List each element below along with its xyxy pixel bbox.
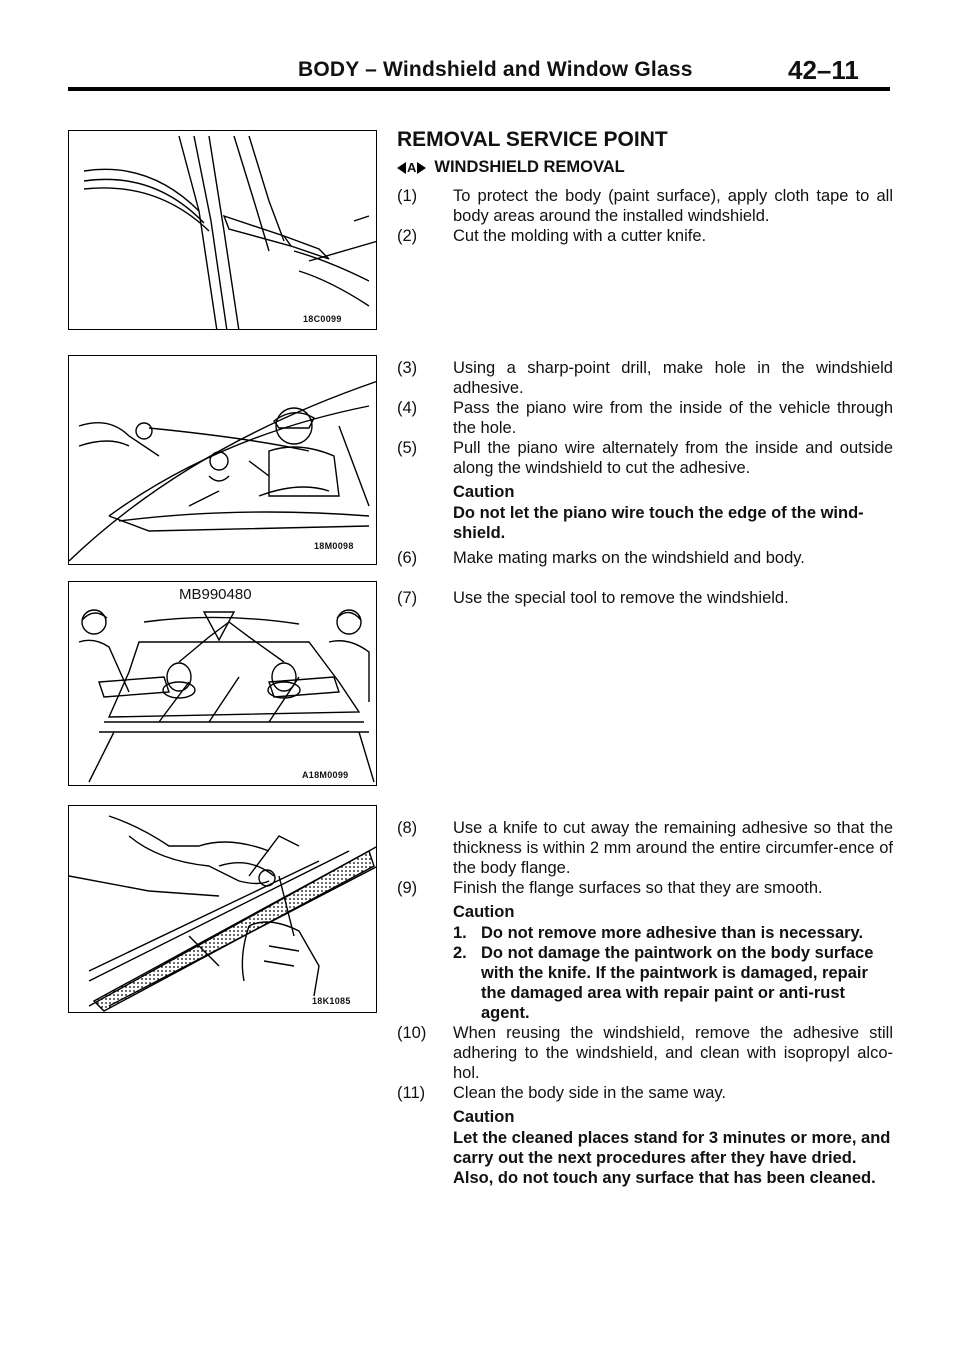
step-text: Use a knife to cut away the remaining adhesive so that the thickness is within 2 mm around the entire circumfer-ence of the body flange. bbox=[453, 819, 893, 877]
caution-label: Caution bbox=[453, 483, 515, 501]
step-number: (1) bbox=[397, 187, 418, 205]
step-number: (3) bbox=[397, 359, 418, 377]
service-point-tag-icon bbox=[397, 160, 426, 175]
figure-cut-adhesive bbox=[68, 805, 377, 1013]
step-number: (7) bbox=[397, 589, 418, 607]
cut-adhesive-illustration bbox=[69, 806, 377, 1013]
step-text: Pass the piano wire from the inside of the vehicle through the hole. bbox=[453, 399, 893, 437]
step-text: To protect the body (paint surface), apply cloth tape to all body areas around the installed windshield. bbox=[453, 187, 893, 225]
step-item bbox=[397, 398, 897, 438]
subheading-text: WINDSHIELD REMOVAL bbox=[434, 158, 625, 176]
step-number: (10) bbox=[397, 1024, 427, 1042]
tag-letter: A bbox=[407, 160, 417, 175]
figure-cut-molding bbox=[68, 130, 377, 330]
step-number: (4) bbox=[397, 399, 418, 417]
step-text: When reusing the windshield, remove the adhesive still adhering to the windshield, and clean with isopropyl alco-hol. bbox=[453, 1024, 893, 1082]
caution-label: Caution bbox=[453, 1108, 515, 1126]
step-number: (8) bbox=[397, 819, 418, 837]
caution-list-item bbox=[453, 923, 893, 943]
step-text: Cut the molding with a cutter knife. bbox=[453, 227, 707, 245]
figure-code: 18K1085 bbox=[312, 996, 351, 1006]
caution-item-number: 1. bbox=[453, 924, 467, 942]
step-text: Using a sharp-point drill, make hole in the windshield adhesive. bbox=[453, 359, 893, 397]
step-text: Use the special tool to remove the windshield. bbox=[453, 589, 789, 607]
step-item bbox=[397, 1083, 897, 1103]
piano-wire-illustration bbox=[69, 356, 377, 565]
step-text: Finish the flange surfaces so that they are smooth. bbox=[453, 879, 823, 897]
step-text: Make mating marks on the windshield and body. bbox=[453, 549, 805, 567]
step-item bbox=[397, 878, 897, 898]
caution-item-text: Do not remove more adhesive than is necessary. bbox=[481, 924, 864, 942]
figure-code: A18M0099 bbox=[302, 770, 349, 780]
header-divider bbox=[68, 87, 890, 91]
step-item bbox=[397, 588, 897, 608]
step-item bbox=[397, 438, 897, 478]
figure-piano-wire bbox=[68, 355, 377, 565]
figure-code: 18C0099 bbox=[303, 314, 342, 324]
special-tool-illustration bbox=[69, 582, 377, 786]
figure-code: 18M0098 bbox=[314, 541, 354, 551]
step-item bbox=[397, 818, 897, 878]
step-item bbox=[397, 186, 897, 226]
figure-special-tool bbox=[68, 581, 377, 786]
cut-molding-illustration bbox=[69, 131, 377, 330]
caution-list-item bbox=[453, 943, 893, 1023]
step-item bbox=[397, 1023, 897, 1083]
caution-text: Let the cleaned places stand for 3 minutes or more, and carry out the next procedures after they have dried. Also, do not touch any surface that has been cleaned. bbox=[453, 1129, 891, 1187]
tool-callout-label: MB990480 bbox=[179, 586, 252, 603]
page-header-title: BODY – Windshield and Window Glass bbox=[298, 58, 693, 81]
step-number: (6) bbox=[397, 549, 418, 567]
caution-item-number: 2. bbox=[453, 944, 467, 962]
page-number: 42–11 bbox=[788, 55, 859, 85]
step-item bbox=[397, 226, 897, 246]
caution-item-text: Do not damage the paintwork on the body surface with the knife. If the paintwork is damaged, repair the damaged area with repair paint or anti-rust agent. bbox=[481, 944, 874, 1022]
subheading bbox=[397, 158, 625, 177]
step-text: Pull the piano wire alternately from the inside and outside along the windshield to cut the adhesive. bbox=[453, 439, 893, 477]
step-text: Clean the body side in the same way. bbox=[453, 1084, 727, 1102]
step-item bbox=[397, 358, 897, 398]
step-number: (2) bbox=[397, 227, 418, 245]
step-number: (5) bbox=[397, 439, 418, 457]
caution-text: Do not let the piano wire touch the edge of the wind-shield. bbox=[453, 504, 864, 542]
step-number: (9) bbox=[397, 879, 418, 897]
step-item bbox=[397, 548, 897, 568]
caution-label: Caution bbox=[453, 903, 515, 921]
section-title: REMOVAL SERVICE POINT bbox=[397, 128, 668, 151]
step-number: (11) bbox=[397, 1084, 426, 1102]
